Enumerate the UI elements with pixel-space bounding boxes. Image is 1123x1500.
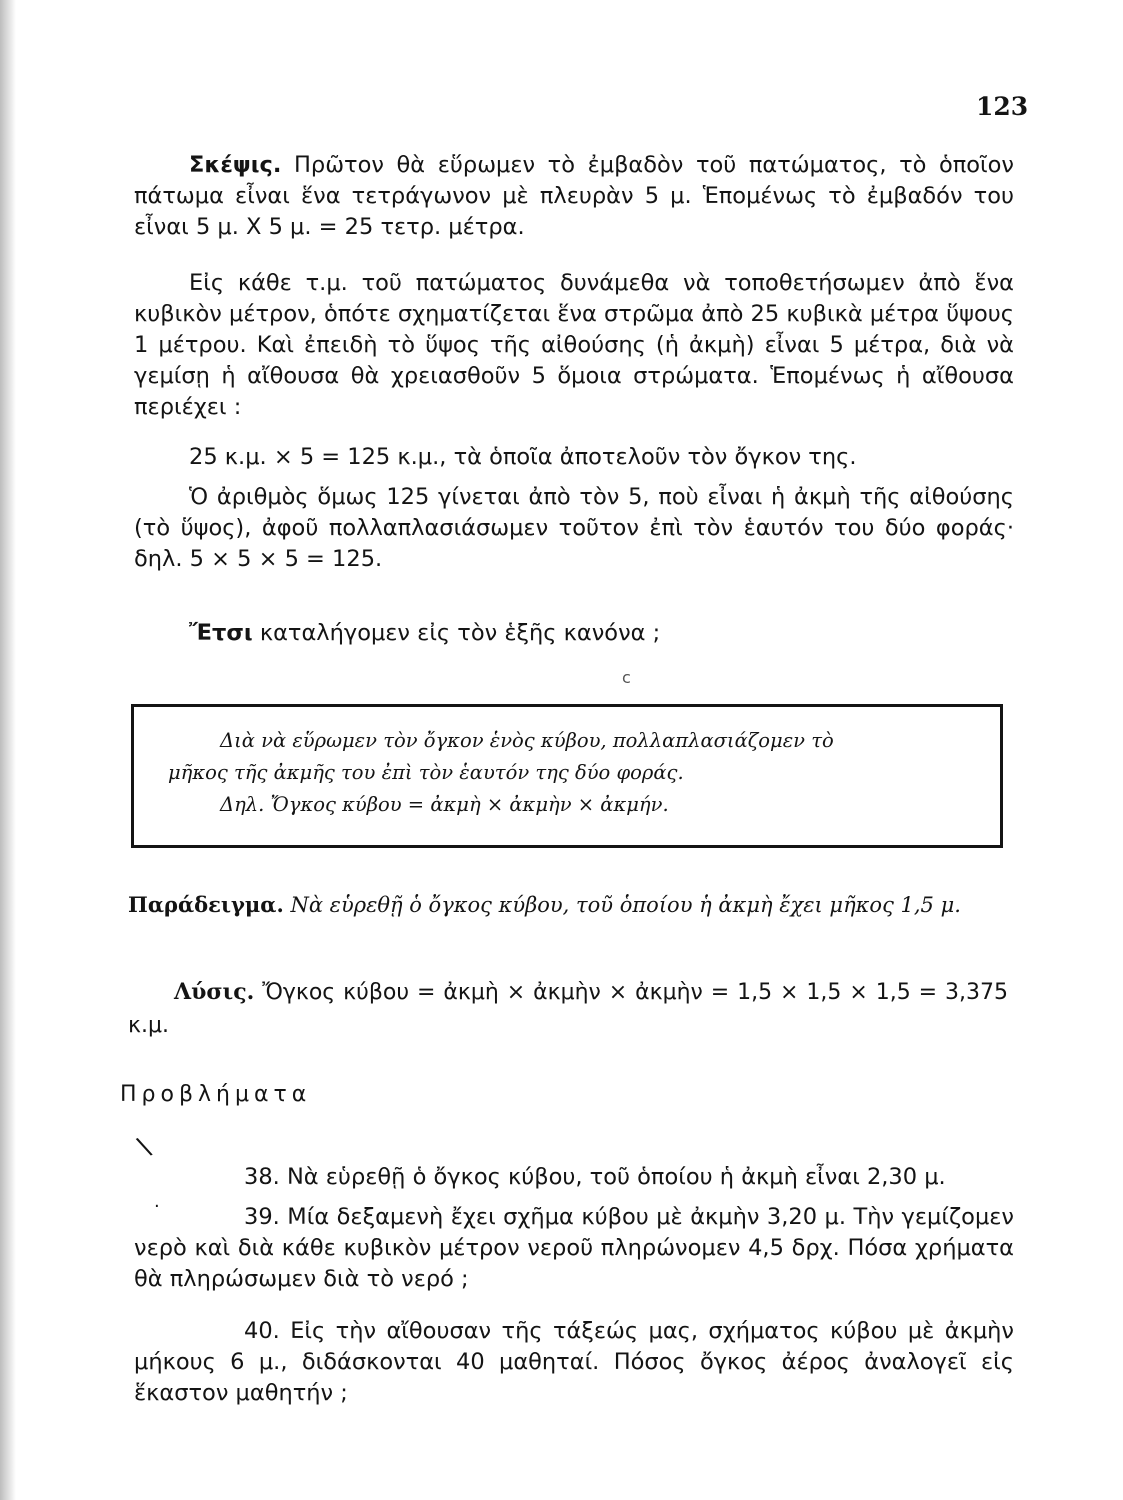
problems-heading: Προβλήματα (120, 1082, 312, 1107)
paragraph-layers: Εἰς κάθε τ.μ. τοῦ πατώματος δυνάμεθα νὰ τοποθετήσωμεν ἀπὸ ἕνα κυβικὸν μέτρον, ὁπότε σχηματίζεται ἕνα στρῶμα ἀπὸ 25 κυβικὰ μέτρα ὕψους 1 μέτρου. Καὶ ἐπειδὴ τὸ ὕψος τῆς αἰθούσης (ἡ ἀκμὴ) εἶναι 5 μέτρα, διὰ νὰ γεμίσῃ ἡ αἴθουσα θὰ χρειασθοῦν 5 ὅμοια στρώματα. Ἑπομένως ἡ αἴθουσα περιέχει : (134, 270, 1014, 420)
problem-item (134, 1202, 1014, 1295)
problem-item (134, 1316, 1014, 1409)
problem-text: Εἰς τὴν αἴθουσαν τῆς τάξεώς μας, σχήματος κύβου μὲ ἀκμὴν μήκους 6 μ., διδάσκονται 40 μαθηταί. Πόσος ὄγκος ἀέρος ἀναλογεῖ εἰς ἕκαστον μαθητήν ; (134, 1318, 1014, 1406)
pen-tick-mark: \ (134, 1131, 155, 1163)
conclusion-line (134, 618, 1014, 649)
thought-text: Πρῶτον θὰ εὕρωμεν τὸ ἐμβαδὸν τοῦ πατώματος, τὸ ὁποῖον πάτωμα εἶναι ἕνα τετράγωνον μὲ πλευρὰν 5 μ. Ἑπομένως τὸ ἐμβαδόν του εἶναι 5 μ. X 5 μ. = 25 τετρ. μέτρα. (134, 152, 1015, 240)
pen-dot-mark: · (154, 1196, 160, 1217)
problem-number: 38. (244, 1164, 280, 1190)
example-label: Παράδειγμα. (128, 892, 284, 917)
conclusion-label: Ἔτσι (189, 620, 253, 646)
rule-line-2: μῆκος τῆς ἀκμῆς του ἐπὶ τὸν ἑαυτόν της δύο φοράς. (168, 761, 684, 784)
problem-number: 40. (244, 1318, 280, 1344)
conclusion-text: καταλήγομεν εἰς τὸν ἑξῆς κανόνα ; (259, 620, 661, 646)
page-number: 123 (976, 92, 1029, 121)
thought-paragraph (134, 150, 1014, 243)
rule-line-1: Διὰ νὰ εὕρωμεν τὸν ὄγκον ἑνὸς κύβου, πολλαπλασιάζομεν τὸ (220, 729, 834, 752)
paragraph-calculation: 25 κ.μ. × 5 = 125 κ.μ., τὰ ὁποῖα ἀποτελοῦν τὸν ὄγκον της. (189, 444, 857, 470)
problem-text: Νὰ εὑρεθῇ ὁ ὄγκος κύβου, τοῦ ὁποίου ἡ ἀκμὴ εἶναι 2,30 μ. (286, 1164, 946, 1190)
problem-number: 39. (244, 1204, 280, 1230)
example-text: Νὰ εὑρεθῇ ὁ ὄγκος κύβου, τοῦ ὁποίου ἡ ἀκμὴ ἔχει μῆκος 1,5 μ. (290, 893, 961, 917)
rule-box (131, 704, 1003, 848)
example-paragraph (128, 888, 1008, 922)
thought-label: Σκέψις. (189, 152, 282, 178)
problem-item (134, 1162, 1014, 1193)
rule-text (168, 725, 980, 821)
solution-label: Λύσις. (174, 979, 255, 1005)
page-binding-shadow (0, 0, 16, 1500)
solution-paragraph (128, 976, 1008, 1042)
solution-text: Ὄγκος κύβου = ἀκμὴ × ἀκμὴν × ἀκμὴν = 1,5 × 1,5 × 1,5 = 3,375 κ.μ. (128, 980, 1009, 1038)
problem-text: Μία δεξαμενὴ ἔχει σχῆμα κύβου μὲ ἀκμὴν 3,20 μ. Τὴν γεμίζομεν νερὸ καὶ διὰ κάθε κυβικὸν μέτρον νεροῦ πληρώνομεν 4,5 δρχ. Πόσα χρήματα θὰ πληρώσωμεν διὰ τὸ νερό ; (134, 1204, 1014, 1292)
paragraph-explanation: Ὁ ἀριθμὸς ὅμως 125 γίνεται ἀπὸ τὸν 5, ποὺ εἶναι ἡ ἀκμὴ τῆς αἰθούσης (τὸ ὕψος), ἀφοῦ πολλαπλασιάσωμεν τοῦτον ἐπὶ τὸν ἑαυτόν του δύο φοράς· δηλ. 5 × 5 × 5 = 125. (134, 484, 1014, 572)
scan-mark: c (622, 668, 631, 687)
rule-line-3: Δηλ. Ὄγκος κύβου = ἀκμὴ × ἀκμὴν × ἀκμήν. (220, 793, 669, 816)
